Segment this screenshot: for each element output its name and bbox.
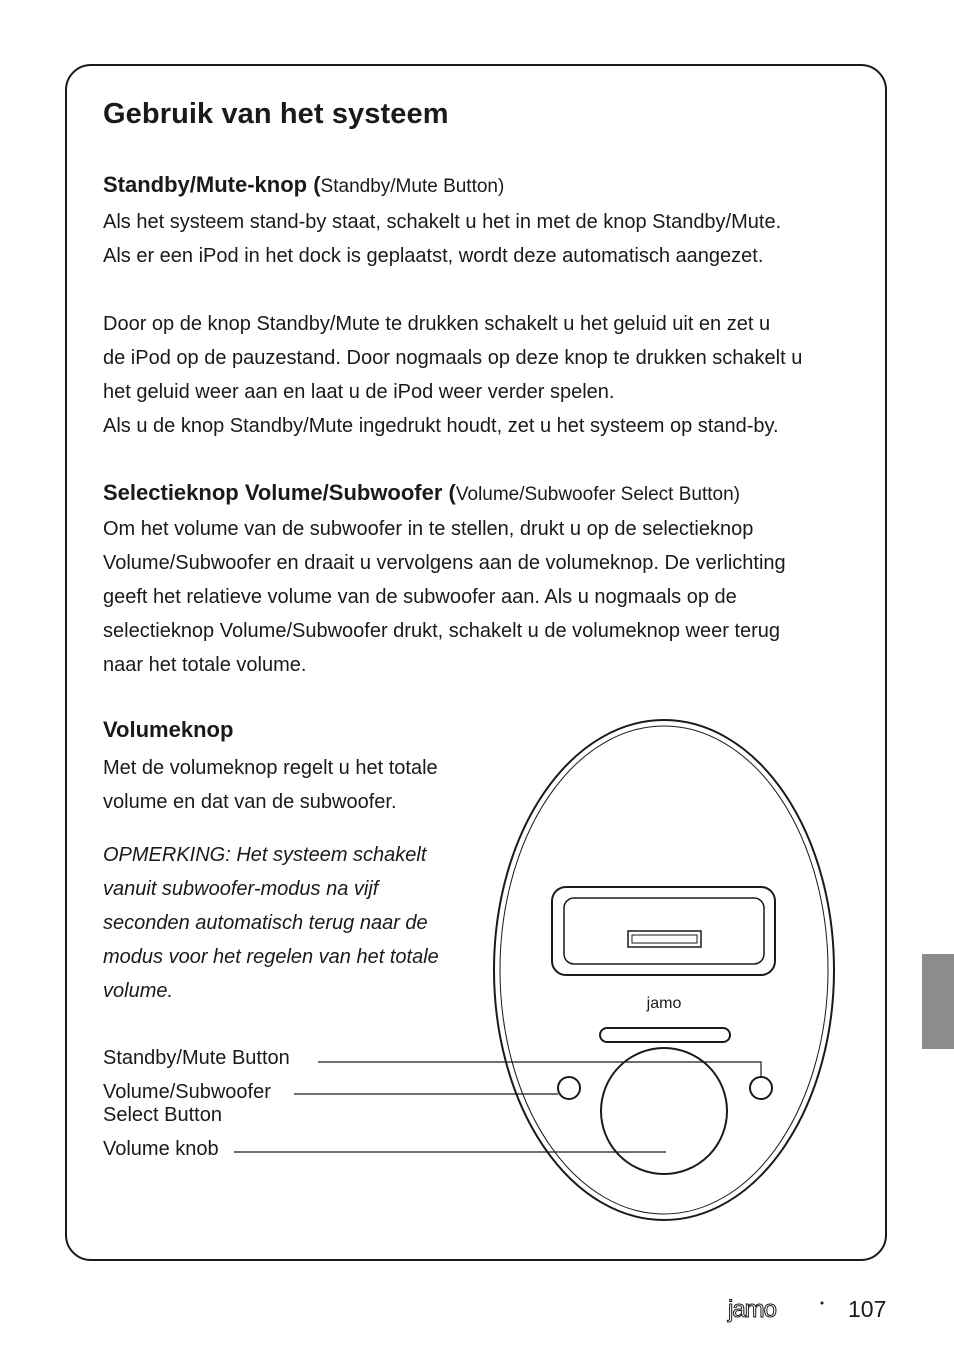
volume-knob — [601, 1048, 727, 1174]
device-logo: jamo — [646, 995, 682, 1012]
footer-logo — [726, 1295, 826, 1325]
page-number: 107 — [848, 1296, 887, 1322]
callout-volume-subwoofer: Volume/Subwoofer Select Button — [103, 1081, 271, 1126]
callout-standby-mute: Standby/Mute Button — [103, 1047, 290, 1069]
paragraph-subwoofer: Om het volume van de subwoofer in te stellen, drukt u op de selectieknop Volume/Subwoofer en draait u vervolgens aan de volumeknop. De verlichting geeft het relatieve volume van de subwoofer aan. Als u nogmaals op de selectieknop Volume/Subwoofer drukt, schakelt u de volumeknop weer terug naar het totale volume. — [103, 518, 786, 676]
section-heading-volumeknop: Volumeknop — [103, 717, 234, 742]
leader-standby-mute — [318, 1062, 761, 1077]
volume-subwoofer-select-button — [558, 1077, 580, 1099]
paragraph-volumeknop: Met de volumeknop regelt u het totale volume en dat van de subwoofer. — [103, 757, 438, 813]
volume-light-bar — [600, 1028, 730, 1042]
device-inner-shell — [500, 726, 828, 1214]
standby-mute-button — [750, 1077, 772, 1099]
page-title: Gebruik van het systeem — [103, 98, 449, 130]
dock-connector — [628, 931, 701, 947]
section-heading-standby-mute: Standby/Mute-knop (Standby/Mute Button) — [103, 172, 505, 197]
section-heading-volume-subwoofer: Selectieknop Volume/Subwoofer (Volume/Subwoofer Select Button) — [103, 480, 740, 505]
chapter-tab — [922, 954, 954, 1049]
device-outer-shell — [494, 720, 834, 1220]
svg-text:jamo: jamo — [728, 1296, 777, 1323]
dock-connector-pins — [632, 935, 697, 943]
paragraph-standby-mute: Door op de knop Standby/Mute te drukken schakelt u het geluid uit en zet u de iPod op de pauzestand. Door nogmaals op deze knop te drukken schakelt u het geluid weer aan en laat u de iPod weer verder spelen. Als u de knop Standby/Mute ingedrukt houdt, zet u het systeem op stand-by. — [103, 313, 803, 437]
note-paragraph: OPMERKING: Het systeem schakelt vanuit subwoofer-modus na vijf seconden automatisch terug naar de modus voor het regelen van het totale volume. — [103, 844, 439, 1002]
callout-volume-knob: Volume knob — [103, 1138, 219, 1160]
paragraph-standby-intro: Als het systeem stand-by staat, schakelt u het in met de knop Standby/Mute. Als er een iPod in het dock is geplaatst, wordt deze automatisch aangezet. — [103, 211, 782, 267]
